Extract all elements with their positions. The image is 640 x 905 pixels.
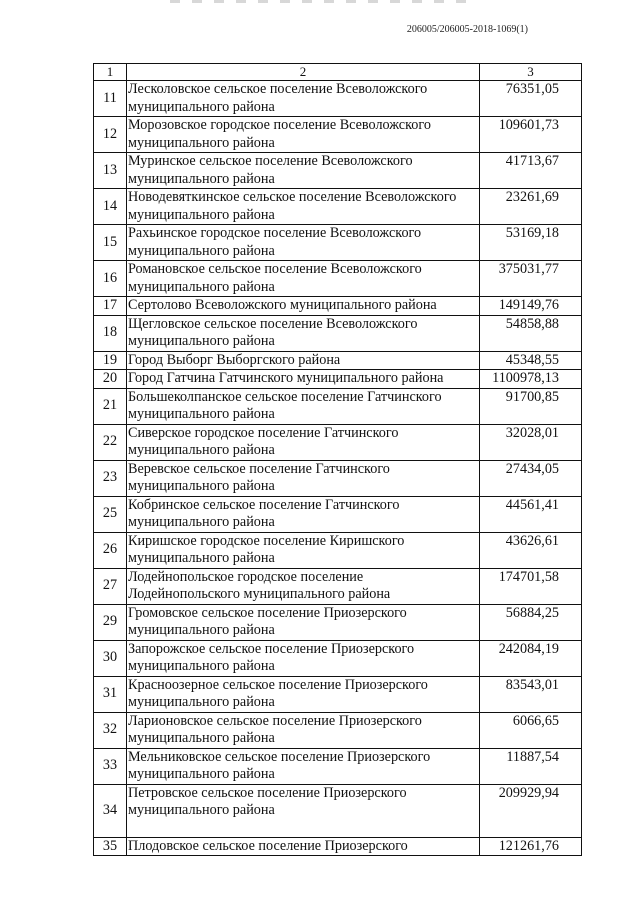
row-name: Город Гатчина Гатчинского муниципального района (127, 370, 480, 389)
row-name: Плодовское сельское поселение Приозерского (127, 837, 480, 856)
row-name: Лесколовское сельское поселение Всеволожского муниципального района (127, 81, 480, 117)
row-name: Ларионовское сельское поселение Приозерского муниципального района (127, 712, 480, 748)
row-value: 23261,69 (480, 189, 582, 225)
row-name: Муринское сельское поселение Всеволожского муниципального района (127, 153, 480, 189)
row-value: 109601,73 (480, 117, 582, 153)
table-row (94, 225, 582, 261)
row-name: Большеколпанское сельское поселение Гатчинского муниципального района (127, 388, 480, 424)
table-row (94, 532, 582, 568)
row-number: 12 (94, 117, 127, 153)
row-number: 21 (94, 388, 127, 424)
column-header-name: 2 (127, 64, 480, 81)
row-value: 43626,61 (480, 532, 582, 568)
table-row (94, 837, 582, 856)
row-value: 76351,05 (480, 81, 582, 117)
row-number: 30 (94, 640, 127, 676)
row-value: 242084,19 (480, 640, 582, 676)
table-row (94, 315, 582, 351)
row-number: 33 (94, 748, 127, 784)
table-header-row (94, 64, 582, 81)
row-number: 31 (94, 676, 127, 712)
row-number: 35 (94, 837, 127, 856)
row-number: 26 (94, 532, 127, 568)
row-value: 209929,94 (480, 784, 582, 837)
table-row (94, 153, 582, 189)
row-number: 17 (94, 297, 127, 316)
table-row (94, 460, 582, 496)
table-row (94, 81, 582, 117)
table-row (94, 351, 582, 370)
scan-artifact (170, 0, 470, 3)
row-number: 25 (94, 496, 127, 532)
row-name: Веревское сельское поселение Гатчинского муниципального района (127, 460, 480, 496)
document-code: 206005/206005-2018-1069(1) (406, 24, 528, 35)
row-value: 32028,01 (480, 424, 582, 460)
row-number: 13 (94, 153, 127, 189)
row-value: 149149,76 (480, 297, 582, 316)
row-name: Рахьинское городское поселение Всеволожского муниципального района (127, 225, 480, 261)
row-number: 20 (94, 370, 127, 389)
row-number: 18 (94, 315, 127, 351)
row-value: 11887,54 (480, 748, 582, 784)
table-row (94, 604, 582, 640)
table-row (94, 496, 582, 532)
table-row (94, 117, 582, 153)
row-value: 27434,05 (480, 460, 582, 496)
row-number: 29 (94, 604, 127, 640)
row-value: 174701,58 (480, 568, 582, 604)
column-header-value: 3 (480, 64, 582, 81)
row-value: 44561,41 (480, 496, 582, 532)
table-row (94, 424, 582, 460)
row-name: Новодевяткинское сельское поселение Всеволожского муниципального района (127, 189, 480, 225)
row-name: Сиверское городское поселение Гатчинского муниципального района (127, 424, 480, 460)
row-name: Романовское сельское поселение Всеволожского муниципального района (127, 261, 480, 297)
row-value: 375031,77 (480, 261, 582, 297)
row-number: 32 (94, 712, 127, 748)
row-value: 41713,67 (480, 153, 582, 189)
row-name: Город Выборг Выборгского района (127, 351, 480, 370)
table-row (94, 297, 582, 316)
row-name: Кобринское сельское поселение Гатчинского муниципального района (127, 496, 480, 532)
row-number: 22 (94, 424, 127, 460)
row-number: 27 (94, 568, 127, 604)
row-value: 45348,55 (480, 351, 582, 370)
row-name: Щегловское сельское поселение Всеволожского муниципального района (127, 315, 480, 351)
row-name: Петровское сельское поселение Приозерского муниципального района (127, 784, 480, 837)
row-name: Запорожское сельское поселение Приозерского муниципального района (127, 640, 480, 676)
row-number: 15 (94, 225, 127, 261)
table-row (94, 676, 582, 712)
row-value: 91700,85 (480, 388, 582, 424)
row-number: 11 (94, 81, 127, 117)
table-row (94, 261, 582, 297)
row-value: 56884,25 (480, 604, 582, 640)
row-number: 14 (94, 189, 127, 225)
registry-table (93, 63, 582, 856)
row-name: Красноозерное сельское поселение Приозерского муниципального района (127, 676, 480, 712)
row-value: 1100978,13 (480, 370, 582, 389)
row-value: 6066,65 (480, 712, 582, 748)
row-value: 53169,18 (480, 225, 582, 261)
row-number: 34 (94, 784, 127, 837)
row-number: 19 (94, 351, 127, 370)
row-value: 54858,88 (480, 315, 582, 351)
row-name: Мельниковское сельское поселение Приозерского муниципального района (127, 748, 480, 784)
column-header-number: 1 (94, 64, 127, 81)
table-row (94, 784, 582, 837)
row-number: 23 (94, 460, 127, 496)
table-row (94, 568, 582, 604)
table-row (94, 189, 582, 225)
row-number: 16 (94, 261, 127, 297)
table-row (94, 748, 582, 784)
row-name: Лодейнопольское городское поселение Лодейнопольского муниципального района (127, 568, 480, 604)
table-row (94, 640, 582, 676)
row-name: Киришское городское поселение Киришского муниципального района (127, 532, 480, 568)
row-value: 83543,01 (480, 676, 582, 712)
row-name: Сертолово Всеволожского муниципального района (127, 297, 480, 316)
table-row (94, 712, 582, 748)
row-name: Морозовское городское поселение Всеволожского муниципального района (127, 117, 480, 153)
table-row (94, 388, 582, 424)
table-row (94, 370, 582, 389)
row-name: Громовское сельское поселение Приозерского муниципального района (127, 604, 480, 640)
row-value: 121261,76 (480, 837, 582, 856)
